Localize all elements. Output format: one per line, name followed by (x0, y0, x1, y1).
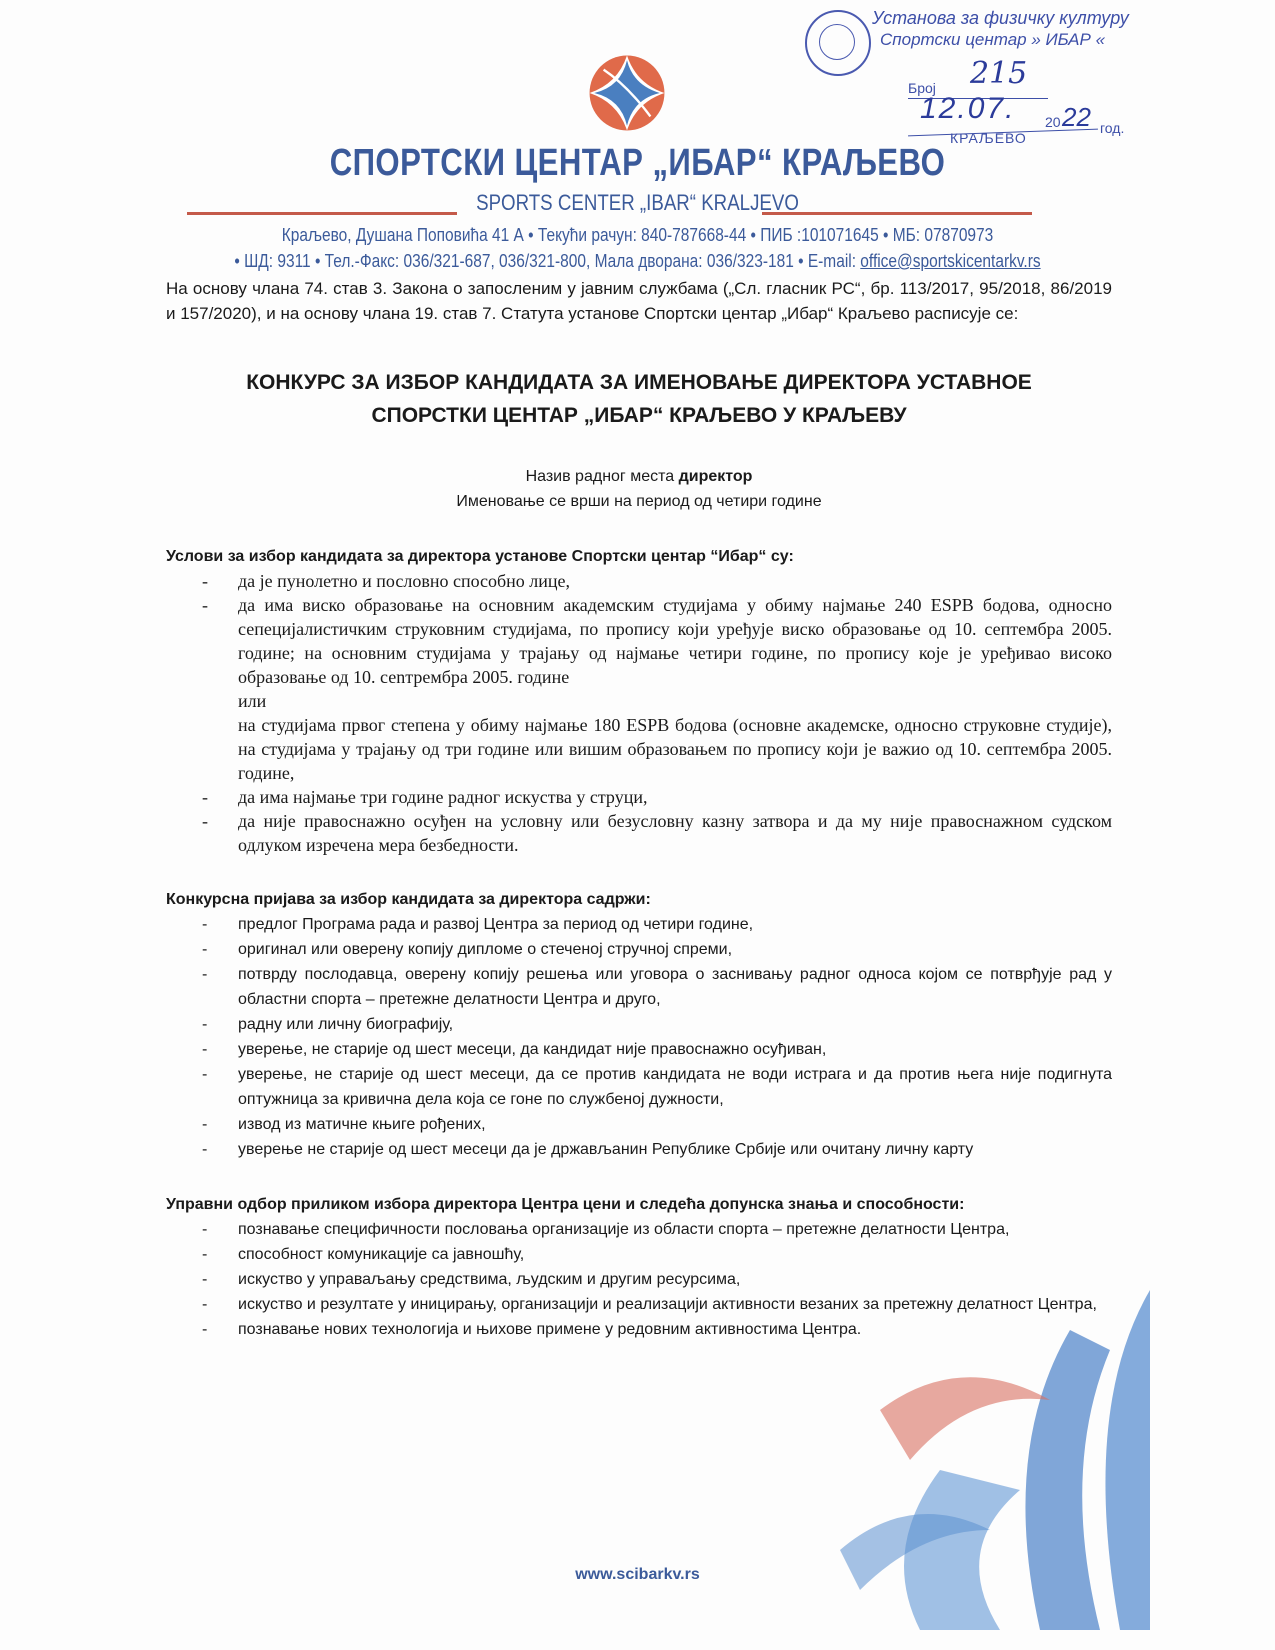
stamp-city: КРАЉЕВО (950, 130, 1027, 146)
conditions-heading: Услови за избор кандидата за директора установе Спортски центар “Ибар“ су: (166, 548, 794, 565)
stamp-year-prefix: 20 (1045, 114, 1061, 130)
address-line-1: Краљево, Душана Поповића 41 А • Текући рачун: 840-787668-44 • ПИБ :101071645 • МБ: 07870973 (281, 225, 994, 245)
list-item: - искуство у управаљању средствима, људским и другим ресурсима, (202, 1271, 741, 1288)
stamp-year-suffix: 22 (1062, 102, 1091, 132)
seal-icon (805, 10, 871, 76)
list-item: - да није правоснажно осуђен на условну или безусловну казну затвора и да му није правоснажном судском одлуком изречена мера безбедности. (202, 811, 1112, 855)
position-info (166, 464, 1112, 514)
conditions-continuation: на студијама првог степена у обиму најмање 180 ESPB бодова (основне академске, односно струковне студије), на студијама у трајању од три године или вишим образовањем по пропису који је важио од 10. септембра 2005. године, (238, 715, 1112, 783)
organization-subtitle: SPORTS CENTER „IBAR“ KRALJEVO (476, 190, 799, 215)
list-item: - извод из матичне књиге рођених, (202, 1116, 486, 1133)
list-item: - способност комуникације са јавношћу, (202, 1246, 525, 1263)
list-item: - да има виско образовање на основним академским студијама у обиму најмање 240 ESPB бодова, односно сепецијалистичким струковним студијама, по пропису који уређује виско образовање од 10. септембра 2005. године; на основним студијама у трајању од најмање четири године, по пропису које је уређивао високо образовање од 10. сеnтрембра 2005. године (202, 595, 1112, 687)
application-list (166, 912, 1112, 1162)
intro-paragraph: На основу члана 74. став 3. Закона о запосленим у јавним службама („Сл. гласник РС“, бр. 113/2017, 95/2018, 86/2019 и 157/2020), и на основу члана 19. став 7. Статута установе Спортски центар „Ибар“ Краљево расписује се: (166, 279, 1112, 323)
list-item: - уверење не старије од шест месеци да је држављанин Републике Србије или очитану личну карту (202, 1141, 974, 1158)
address-line-2 (89, 251, 1186, 272)
stamp-number-value: 215 (970, 56, 1028, 91)
conditions-or: или (238, 691, 267, 711)
position-period: Именовање се врши на период од четири године (456, 493, 822, 510)
list-item: - да има најмање три године радног искуства у струци, (202, 787, 648, 807)
website-link[interactable]: www.scibarkv.rs (575, 1566, 700, 1583)
registration-stamp (800, 6, 1150, 146)
list-item: - искуство и резултате у иницирању, организацији и реализацији активности везаних за претежну делатност Центра, (202, 1296, 1097, 1313)
list-item: - радну или личну биографију, (202, 1016, 454, 1033)
email-link[interactable]: office@sportskicentarkv.rs (860, 251, 1041, 271)
stamp-name: Спортски центар » ИБАР « (880, 30, 1106, 49)
conditions-list-2 (166, 785, 1112, 857)
list-item: - оригинал или оверену копију дипломе о стеченој стручној спреми, (202, 941, 733, 958)
competition-title (166, 366, 1112, 432)
organization-title: СПОРТСКИ ЦЕНТАР „ИБАР“ КРАЉЕВО (329, 142, 946, 184)
address-line-2-text: • ШД: 9311 • Тел.-Факс: 036/321-687, 036/321-800, Мала дворана: 036/323-181 • E-mail: (234, 251, 861, 271)
list-item: - познавање специфичности пословања организације из области спорта – претежне делатности Центра, (202, 1221, 1010, 1238)
stamp-number-label: Број (908, 80, 936, 96)
stamp-date: 12.07. (920, 92, 1016, 125)
competition-title-line-1: КОНКУРС ЗА ИЗБОР КАНДИДАТА ЗА ИМЕНОВАЊЕ ДИРЕКТОРА УСТАВНОЕ (246, 371, 1032, 394)
board-heading: Управни одбор приликом избора директора Центра цени и следећа допунска знања и способности: (166, 1196, 965, 1213)
list-item: - уверење, не старије од шест месеци, да кандидат није правоснажно осуђиван, (202, 1041, 827, 1058)
conditions-list (166, 569, 1112, 689)
list-item: - познавање нових технологија и њихове примене у редовним активностима Центра. (202, 1321, 862, 1338)
list-item: - предлог Програма рада и развој Центра за период од четири године, (202, 916, 754, 933)
sports-center-logo-icon (588, 54, 666, 132)
application-heading: Конкурсна пријава за избор кандидата за директора садржи: (166, 891, 651, 908)
document-body (166, 276, 1112, 1342)
position-name: директор (678, 468, 753, 485)
stamp-institution: Установа за физичку културу (872, 8, 1129, 28)
list-item: - да је пунолетно и пословно способно лице, (202, 571, 571, 591)
header-rule-right (762, 212, 1032, 215)
position-label: Назив радног места (525, 468, 679, 485)
list-item: - потврду послодавца, оверену копију решења или уговора о заснивању радног односа којом се потврђује рад у областни спорта – претежне делатности Центра и друго, (202, 966, 1112, 1008)
stamp-god: год. (1100, 120, 1125, 136)
list-item: - уверење, не старије од шест месеци, да се против кандидата не води истрага и да против њега није подигнута оптужница за кривична дела која се гоне по службеној дужности, (202, 1066, 1112, 1108)
competition-title-line-2: СПОРСТКИ ЦЕНТАР „ИБАР“ КРАЉЕВО У КРАЉЕВУ (371, 404, 907, 427)
